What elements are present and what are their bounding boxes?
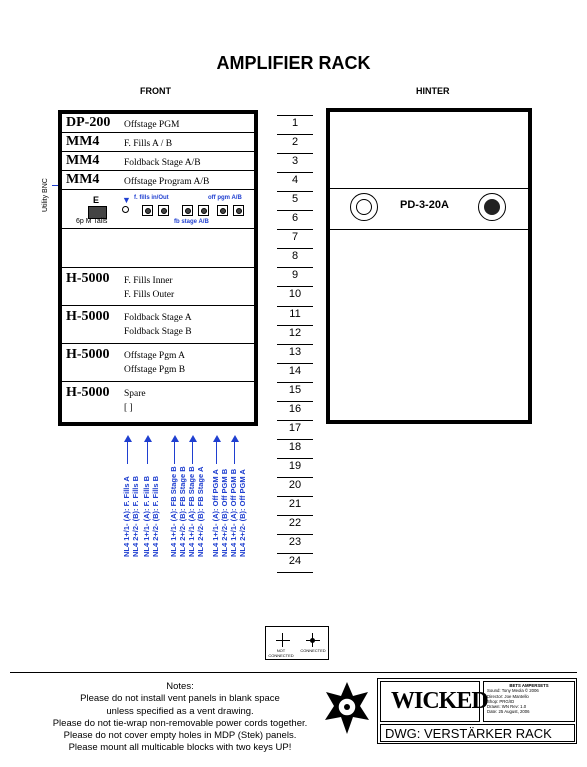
- up-arrow-icon: [216, 440, 217, 464]
- rack-unit-divider: [277, 134, 313, 135]
- cable-label: NL4 1+/1- (A): Off PGM A: [211, 469, 220, 557]
- rack-item-mm4-a: [62, 133, 254, 152]
- rack-unit-number: 4: [291, 174, 299, 187]
- patch-bottom-label: fb stage A/B: [174, 219, 209, 225]
- rack-item-dp200: [62, 114, 254, 133]
- rack-unit-divider: [277, 306, 313, 307]
- cable-label: NL4 2+/2- (B): FB Stage A: [196, 466, 205, 557]
- tails-label: 6p M Tails: [76, 218, 108, 225]
- note-line: Please do not install vent panels in blank space: [80, 693, 280, 705]
- cable-label: NL4 1+/1- (A): Off PGM B: [229, 468, 238, 557]
- rack-item-amp: [62, 267, 254, 306]
- amp-line-1: Offstage Pgm A: [124, 351, 186, 361]
- item-model: DP-200: [66, 115, 111, 130]
- up-arrow-icon: [174, 440, 175, 464]
- footer-divider: [10, 672, 577, 673]
- rack-unit-number: 14: [288, 364, 302, 377]
- power-distro-panel: [330, 188, 528, 230]
- rack-unit-number: 19: [288, 459, 302, 472]
- patch-top-label-2: off pgm A/B: [208, 195, 242, 201]
- rack-unit-divider: [277, 191, 313, 192]
- blank-space: [62, 229, 254, 267]
- rack-unit-divider: [277, 172, 313, 173]
- patch-panel: [62, 190, 254, 229]
- item-model: MM4: [66, 172, 100, 187]
- power-inlet-icon: [350, 193, 378, 221]
- amp-model: H-5000: [66, 385, 110, 400]
- patch-e-label: E: [93, 195, 100, 205]
- rack-unit-number: 7: [291, 231, 299, 244]
- rack-unit-divider: [277, 572, 313, 573]
- rack-unit-number: 21: [288, 498, 302, 510]
- info-line: Date: 25 August, 2006: [487, 709, 530, 715]
- info-line: Sound: Tony Meola © 2006: [487, 688, 539, 694]
- item-desc: F. Fills A / B: [124, 139, 173, 149]
- amp-line-1: Foldback Stage A: [124, 313, 192, 323]
- show-logo-text: WICKED: [391, 688, 488, 714]
- utility-bnc-label: Utility BNC: [42, 178, 49, 212]
- cable-label: NL4 1+/1- (A): F. Fills A: [122, 476, 131, 557]
- rack-item-mm4-c: [62, 171, 254, 190]
- rack-unit-number: 20: [288, 478, 302, 491]
- rack-unit-number: 16: [288, 402, 302, 415]
- cable-label: NL4 2+/2- (B): F. Fills B: [151, 475, 160, 557]
- info-line: Director: Joe Mantello: [487, 693, 529, 699]
- rack-unit-divider: [277, 115, 313, 116]
- item-desc: Offstage Program A/B: [124, 177, 210, 187]
- rack-unit-number: 3: [291, 155, 299, 168]
- rack-unit-number: 24: [288, 555, 302, 568]
- front-rack: [58, 110, 258, 426]
- rack-unit-divider: [277, 477, 313, 478]
- amp-line-2: Foldback Stage B: [124, 327, 192, 337]
- speakon-jack-icon: [182, 205, 193, 216]
- rack-unit-number: 1: [291, 117, 299, 129]
- amp-line-2: Offstage Pgm B: [124, 365, 186, 375]
- cable-label: NL4 1+/1- (A): FB Stage B: [169, 466, 178, 557]
- note-line: Please mount all multicable blocks with two keys UP!: [68, 742, 292, 754]
- amp-line-2: [ ]: [124, 403, 133, 413]
- bnc-jack-icon: [122, 206, 129, 213]
- rack-unit-divider: [277, 553, 313, 554]
- show-logo-box: [380, 681, 488, 722]
- cable-label: NL4 2+/2- (B): Off PGM A: [238, 469, 247, 557]
- up-arrow-icon: [147, 440, 148, 464]
- rack-unit-number: 18: [288, 440, 302, 453]
- rack-unit-divider: [277, 496, 313, 497]
- drawing-name: DWG: VERSTÄRKER RACK: [385, 726, 552, 741]
- cable-label: NL4 1+/1- (A): FB Stage B: [187, 466, 196, 557]
- amp-model: H-5000: [66, 347, 110, 362]
- up-arrow-icon: [234, 440, 235, 464]
- rack-unit-number: 13: [288, 345, 302, 358]
- rack-unit-divider: [277, 229, 313, 230]
- rack-unit-divider: [277, 153, 313, 154]
- back-label: HINTER: [416, 86, 450, 96]
- rack-unit-divider: [277, 286, 313, 287]
- rack-unit-divider: [277, 267, 313, 268]
- info-box: [483, 681, 575, 722]
- amp-model: H-5000: [66, 309, 110, 324]
- rack-unit-divider: [277, 534, 313, 535]
- rack-item-amp: [62, 306, 254, 344]
- rack-unit-divider: [277, 439, 313, 440]
- rack-unit-number: 15: [288, 383, 302, 396]
- speakon-jack-icon: [158, 205, 169, 216]
- bnc-icon: ▼: [122, 195, 131, 205]
- rack-item-amp: [62, 344, 254, 382]
- speakon-jack-icon: [142, 205, 153, 216]
- rack-unit-divider: [277, 382, 313, 383]
- title-block: [377, 678, 577, 744]
- item-model: MM4: [66, 134, 100, 149]
- amp-line-1: Spare: [124, 389, 146, 399]
- rack-unit-divider: [277, 458, 313, 459]
- rack-unit-number: 5: [291, 193, 299, 206]
- item-desc: Offstage PGM: [124, 120, 180, 130]
- item-model: MM4: [66, 153, 100, 168]
- rack-unit-number: 11: [289, 307, 301, 320]
- rack-unit-number: 12: [288, 326, 302, 339]
- not-connected-label: NOT CONNECTED: [268, 648, 294, 658]
- speakon-jack-icon: [233, 205, 244, 216]
- info-line: Shop: PRG/ID: [487, 698, 515, 704]
- rack-unit-divider: [277, 363, 313, 364]
- up-arrow-icon: [192, 440, 193, 464]
- back-rack: [326, 108, 532, 424]
- note-line: Please do not tie-wrap non-removable power cords together.: [52, 717, 308, 729]
- drawing-name-box: [380, 724, 575, 742]
- rack-unit-number: 6: [291, 212, 299, 225]
- rack-unit-divider: [277, 325, 313, 326]
- cable-label: NL4 1+/1- (A): F. Fills B: [142, 475, 151, 557]
- rack-item-mm4-b: [62, 152, 254, 171]
- rack-unit-number: 2: [291, 136, 299, 149]
- rack-unit-number: 8: [291, 250, 299, 263]
- rack-unit-divider: [277, 515, 313, 516]
- not-connected-symbol-icon: [276, 633, 290, 647]
- front-label: FRONT: [140, 86, 171, 96]
- speakon-jack-icon: [198, 205, 209, 216]
- connection-legend: [265, 626, 329, 660]
- note-line: unless specified as a vent drawing.: [106, 705, 254, 717]
- connected-label: CONNECTED: [300, 648, 326, 653]
- rack-unit-number: 17: [288, 421, 302, 434]
- amp-model: H-5000: [66, 271, 110, 286]
- note-line: Please do not cover empty holes in MDP (Stek) panels.: [63, 730, 297, 742]
- rack-unit-divider: [277, 344, 313, 345]
- power-distro-model: PD-3-20A: [400, 199, 449, 211]
- speakon-jack-icon: [217, 205, 228, 216]
- union-logo-icon: [322, 680, 372, 736]
- rack-unit-number: 22: [288, 517, 302, 530]
- rack-unit-number: 10: [288, 288, 302, 301]
- cable-label: NL4 2+/2- (B): FB Stage B: [178, 466, 187, 557]
- cable-label: NL4 2+/2- (B): F. Fills B: [131, 475, 140, 557]
- rack-unit-number: 23: [288, 536, 302, 549]
- rack-item-amp: [62, 382, 254, 422]
- page-title: AMPLIFIER RACK: [216, 53, 371, 73]
- rack-unit-divider: [277, 248, 313, 249]
- power-outlet-icon: [478, 193, 506, 221]
- notes-block: [0, 681, 360, 755]
- rack-unit-divider: [277, 401, 313, 402]
- rack-unit-number: 9: [291, 269, 299, 282]
- amp-line-2: F. Fills Outer: [124, 290, 175, 300]
- patch-top-label-1: f. fills in/Out: [134, 195, 169, 201]
- rack-unit-divider: [277, 420, 313, 421]
- item-desc: Foldback Stage A/B: [124, 158, 201, 168]
- info-line: Drawn: WN Rev: 1.0: [487, 704, 527, 710]
- company-name: BETS AMPERSETS: [509, 683, 549, 688]
- rack-unit-divider: [277, 210, 313, 211]
- connected-symbol-icon: [306, 633, 320, 647]
- up-arrow-icon: [127, 440, 128, 464]
- cable-label: NL4 2+/2- (B): Off PGM B: [220, 468, 229, 557]
- amp-line-1: F. Fills Inner: [124, 276, 173, 286]
- notes-heading: Notes:: [166, 681, 194, 692]
